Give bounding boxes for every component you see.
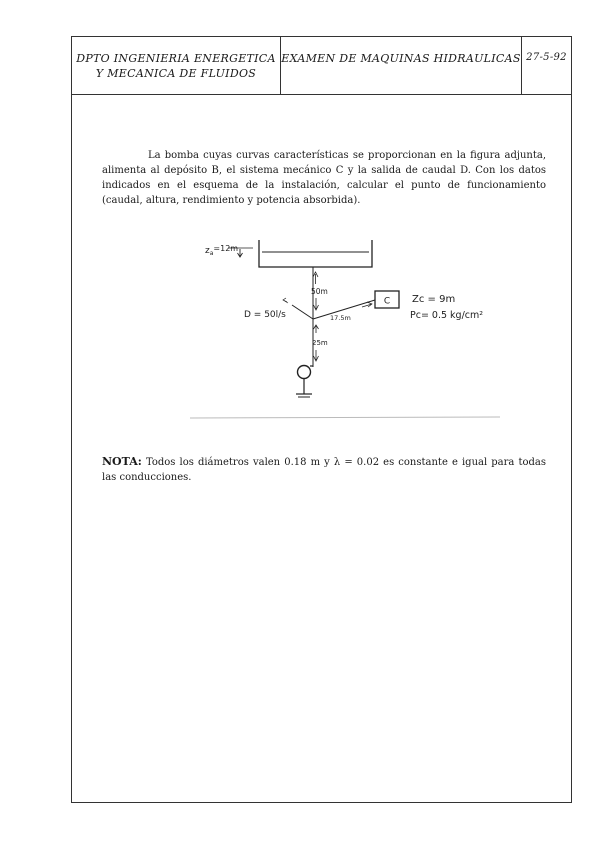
pipe-50m-label: 50m — [311, 287, 328, 296]
pump-icon — [296, 366, 313, 398]
note-text: Todos los diámetros valen 0.18 m y λ = 0.02 es constante e igual para todas las conducciones. — [102, 457, 546, 483]
department-line-1: DPTO INGENIERIA ENERGETICA — [76, 52, 276, 65]
figure-divider — [190, 417, 500, 418]
mechanical-system-label: C — [383, 296, 391, 307]
note-label: NOTA: — [102, 455, 142, 468]
pipe-25m-label: 25m — [312, 339, 328, 347]
za-label: $z_a=12m$ — [205, 244, 239, 257]
flow-arrow-down-icon-2 — [314, 350, 319, 361]
exam-title: EXAMEN DE MAQUINAS HIDRAULICAS — [281, 37, 522, 94]
department-line-2: Y MECANICA DE FLUIDOS — [95, 67, 257, 80]
outlet-arrow-icon — [283, 298, 288, 303]
reservoir-b — [259, 240, 372, 267]
pc-label: Pc= 0.5 kg/cm² — [410, 310, 484, 321]
flow-arrow-up-icon — [313, 272, 318, 284]
flow-arrow-down-icon — [314, 298, 319, 310]
exam-date: 27-5-92 — [526, 52, 567, 63]
discharge-label: D = 50l/s — [244, 310, 286, 320]
outlet-pipe-d — [292, 305, 313, 319]
problem-statement: La bomba cuyas curvas características se proporcionan en la figura adjunta, alimenta al depósito B, el sistema mecánico C y la salida de caudal D. Con los datos indicados en el esquema de la instalación, calcular el punto de funcionamiento (caudal, altura, rendimiento y potencia absorbida). — [102, 150, 546, 206]
flow-arrow-up-icon-2 — [314, 325, 319, 333]
pipe-17-5m-label: 17.5m — [330, 314, 351, 322]
za-arrow-icon — [238, 249, 243, 257]
zc-label: Zc = 9m — [412, 294, 456, 305]
